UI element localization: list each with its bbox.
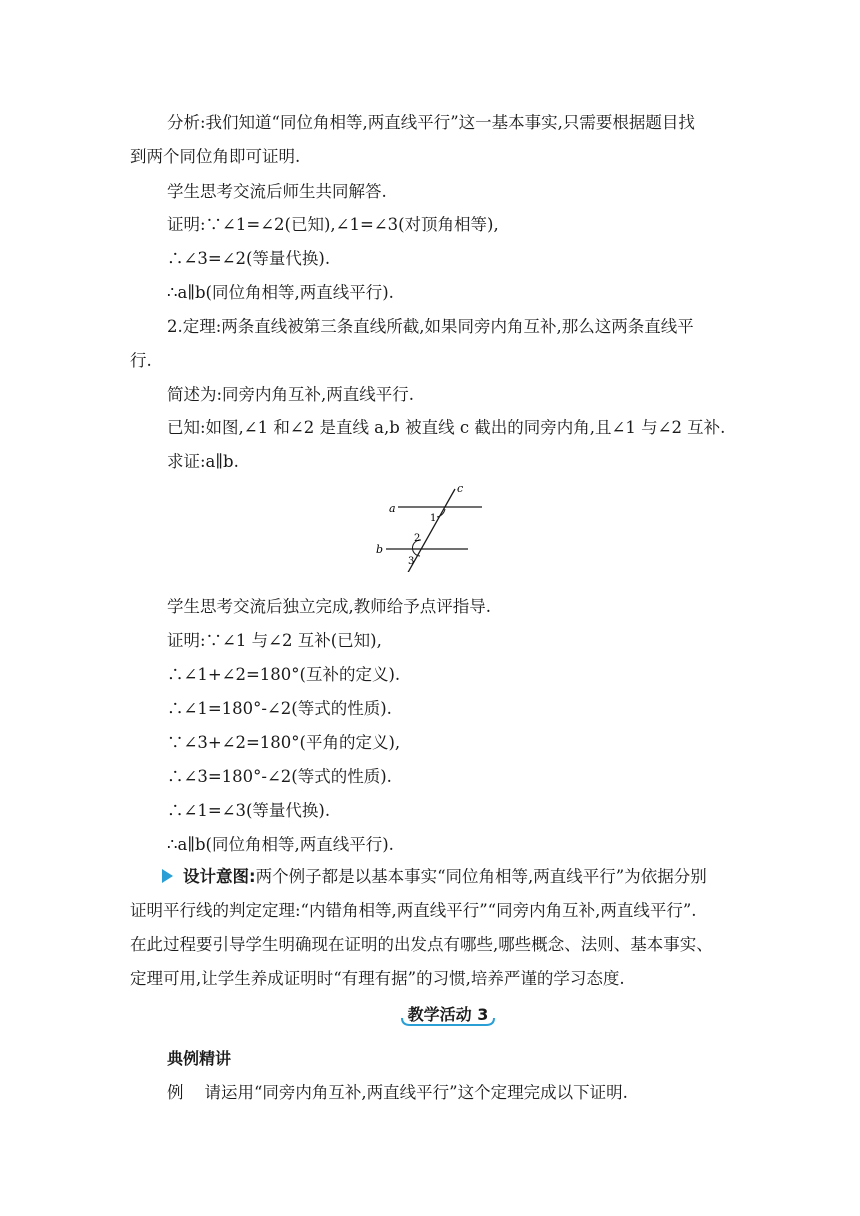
design-intent-line-2: 证明平行线的判定定理:“内错角相等,两直线平行”“同旁内角互补,两直线平行”.	[130, 901, 697, 920]
design-intent-arrow-icon	[162, 869, 173, 883]
proof2-step-3: ∴∠1=180°-∠2(等式的性质).	[167, 699, 392, 718]
design-intent-text-1: 两个例子都是以基本事实“同位角相等,两直线平行”为依据分别	[255, 867, 707, 886]
proof2-step-6: ∴∠1=∠3(等量代换).	[167, 801, 331, 820]
proof1-conclusion: ∴a∥b(同位角相等,两直线平行).	[167, 283, 394, 302]
label-angle1: 1	[430, 513, 437, 524]
design-intent-line-4: 定理可用,让学生养成证明时“有理有据”的习惯,培养严谨的学习态度.	[130, 969, 625, 988]
activity-banner	[400, 1000, 496, 1028]
given-statement: 已知:如图,∠1 和∠2 是直线 a,b 被直线 c 截出的同旁内角,且∠1 与∠2 互补.	[167, 418, 726, 437]
theorem-line-2: 行.	[130, 351, 152, 370]
label-a: a	[389, 502, 396, 515]
design-intent-label: 设计意图:	[183, 867, 256, 886]
analysis-line-2: 到两个同位角即可证明.	[130, 147, 301, 166]
example-prompt: 例 请运用“同旁内角互补,两直线平行”这个定理完成以下证明.	[167, 1083, 628, 1102]
analysis-line-1: 分析:我们知道“同位角相等,两直线平行”这一基本事实,只需要根据题目找	[167, 113, 695, 132]
label-b: b	[376, 543, 384, 556]
design-intent-line-1	[183, 866, 707, 888]
proof2-step-4: ∵∠3+∠2=180°(平角的定义),	[167, 733, 401, 752]
parallel-lines-figure	[368, 480, 498, 572]
design-intent-line-3: 在此过程要引导学生明确现在证明的出发点有哪些,哪些概念、法则、基本事实、	[130, 935, 713, 954]
proof2-step-5: ∴∠3=180°-∠2(等式的性质).	[167, 767, 392, 786]
to-prove-statement: 求证:a∥b.	[167, 452, 239, 471]
section-heading: 典例精讲	[167, 1049, 232, 1068]
label-angle2: 2	[414, 533, 421, 544]
proof2-conclusion: ∴a∥b(同位角相等,两直线平行).	[167, 835, 394, 854]
proof1-step-2: ∴∠3=∠2(等量代换).	[167, 249, 331, 268]
proof2-step-1: 证明:∵∠1 与∠2 互补(已知),	[167, 631, 382, 650]
activity-title: 教学活动 3	[407, 1005, 489, 1024]
theorem-line-1: 2.定理:两条直线被第三条直线所截,如果同旁内角互补,那么这两条直线平	[167, 317, 694, 336]
discussion-note-1: 学生思考交流后师生共同解答.	[167, 182, 387, 201]
label-c: c	[457, 482, 464, 495]
discussion-note-2: 学生思考交流后独立完成,教师给予点评指导.	[167, 597, 491, 616]
proof2-step-2: ∴∠1+∠2=180°(互补的定义).	[167, 665, 401, 684]
proof1-step-1: 证明:∵∠1=∠2(已知),∠1=∠3(对顶角相等),	[167, 215, 499, 234]
label-angle3: 3	[408, 556, 415, 567]
theorem-summary: 简述为:同旁内角互补,两直线平行.	[167, 385, 415, 404]
